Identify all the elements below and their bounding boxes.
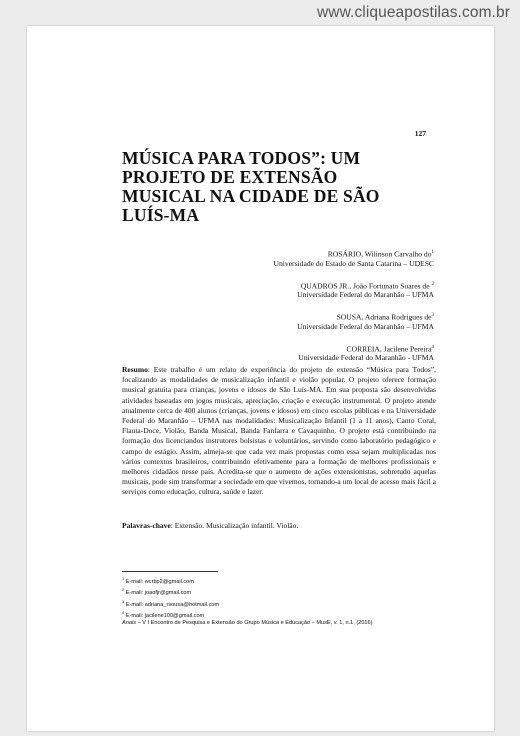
page-number: 127 (414, 129, 426, 138)
footnote-marker: 4 (431, 344, 434, 350)
author-name: SOUSA, Adriana Rodrigues de (336, 312, 432, 322)
footnote-number: 3 (122, 598, 125, 604)
citation-journal: Anais (122, 620, 136, 627)
author-affiliation: Universidade do Estado de Santa Catarina – UDESC (273, 258, 434, 268)
abstract-label: Resumo (122, 365, 148, 374)
footnote-text: E-mail: adriana_rsousa@hotmail.com (124, 601, 220, 608)
footnotes (122, 575, 442, 627)
document-page (27, 26, 494, 731)
author-block (207, 343, 434, 363)
article-title: MÚSICA PARA TODOS”: UM PROJETO DE EXTENSÃO MUSICAL NA CIDADE DE SÃO LUÍS-MA (122, 148, 380, 225)
footnote-marker: 3 (431, 313, 434, 319)
author-affiliation: Universidade Federal do Maranhão - UFMA (298, 353, 434, 363)
author-name: CORREIA, Jacilene Pereira (346, 344, 432, 354)
footnote-text: E-mail: jacilene100@gmail.com (124, 612, 205, 619)
author-name-line (207, 311, 434, 322)
author-name-line (207, 280, 434, 291)
author-affiliation: Universidade Federal do Maranhão – UFMA (297, 321, 434, 331)
citation-details: – V I Encontro de Pesquisa e Extensão do Grupo Música e Educação – MusE, v. 1, n.1, (2016) (136, 620, 373, 627)
footnote (122, 575, 442, 586)
abstract-text: : Este trabalho é um relato de experiência do projeto de extensão “Música para Todos”, focalizando as modalidades de musicalização infantil e violão popular. O projeto oferece formação musical gratuita para crianças, jovens e idosos de São Luís-MA. Em sua proposta são desenvolvidas atividades baseadas em jogos musicais, apreciação, criação e execução instrumental. O projeto atende atualmente cerca de 400 alunos (crianças, jovens e idosos) em cinco escolas públicas e na Universidade Federal do Maranhão – UFMA nas modalidades: Musicalização Infantil (1 a 11 anos), Canto Coral, Flauta-Doce, Violão, Banda Musical, Banda Fanfarra e Cavaquinho. O projeto está contribuindo na formação dos licenciandos instrutores bolsistas e voluntários, servindo como laboratório pedagógico e campo de estágio. Assim, almeja-se que cada vez mais propostas como essa sejam multiplicadas nos vários contextos brasileiros, contribuindo efetivamente para a formação de melhores profissionais e melhores cidadãos nesse país. Acredita-se que o aumento de ações extensionistas, sobretudo aquelas musicais, pode sim transformar a sociedade em que vivemos, tornando-a um local de acesso mais fácil a serviços como educação, cultura, saúde e lazer. (122, 365, 436, 497)
footnote-number: 1 (122, 576, 125, 581)
footnote (122, 586, 442, 597)
footnote (122, 609, 442, 620)
footnote-text: E-mail: joaofjr@gmail.com (124, 590, 192, 597)
author-name: QUADROS JR., João Fortunato Soares de (300, 281, 430, 291)
author-name-line (207, 343, 434, 354)
footnote-marker: 2 (431, 281, 434, 287)
footnote-number: 2 (122, 587, 125, 593)
footnote-text: E-mail: wcrbp2@gmail.com (124, 578, 194, 585)
abstract-paragraph (122, 365, 436, 498)
keywords-paragraph (122, 521, 436, 531)
author-block (207, 248, 434, 268)
footnote-divider (122, 571, 218, 572)
footnote-number: 4 (122, 609, 125, 615)
proceedings-citation (122, 620, 442, 627)
author-list (207, 248, 434, 374)
watermark: www.cliqueapostilas.com.br (317, 4, 510, 21)
author-name: ROSÁRIO, Wilinson Carvalho do (327, 249, 432, 259)
footnote-marker: 1 (431, 250, 434, 255)
footnote (122, 598, 442, 609)
author-block (207, 280, 434, 300)
author-affiliation: Universidade Federal do Maranhão – UFMA (297, 290, 434, 300)
keywords-text: : Extensão. Musicalização infantil. Violão. (170, 521, 299, 530)
author-name-line (207, 248, 434, 259)
author-block (207, 311, 434, 331)
keywords-label: Palavras-chave (122, 521, 171, 530)
